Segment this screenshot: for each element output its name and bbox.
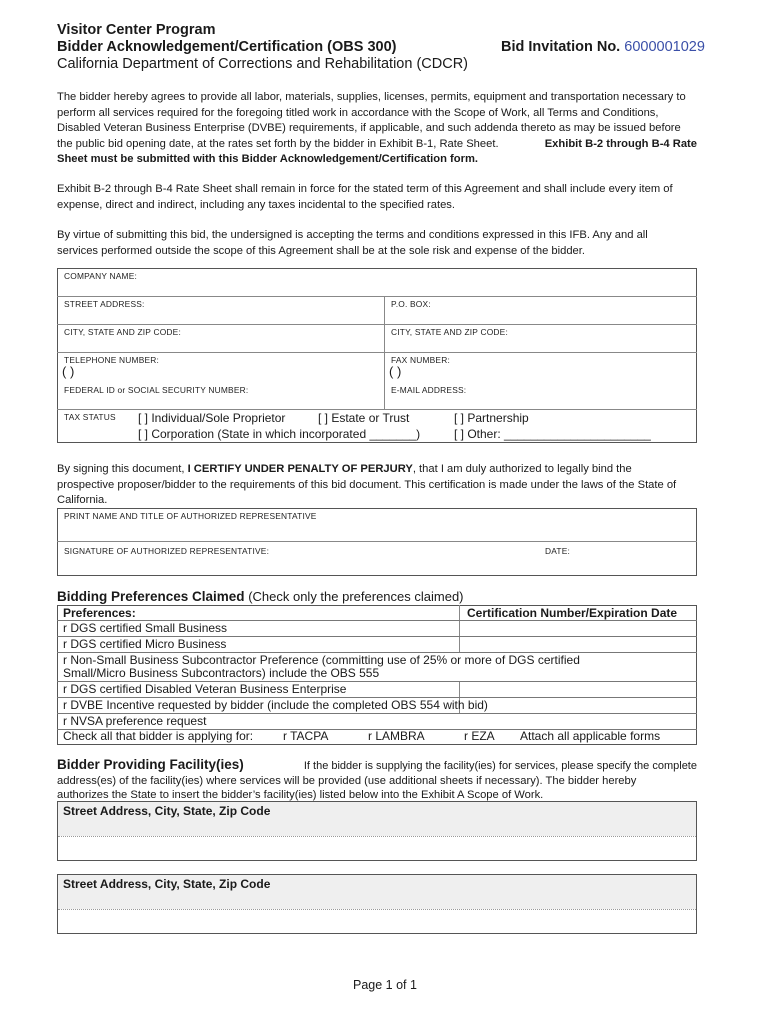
attach-forms-note: Attach all applicable forms [520,729,661,743]
signature-field[interactable]: SIGNATURE OF AUTHORIZED REPRESENTATIVE: [64,546,270,556]
pref-nvsa[interactable]: r NVSA preference request [57,713,697,729]
fax-area-code: ( ) [389,364,402,379]
date-field[interactable]: DATE: [545,546,571,556]
tax-corporation-checkbox[interactable]: [ ] Corporation (State in which incorporated _______) [138,427,421,441]
po-box-field[interactable]: P.O. BOX: [391,299,431,309]
facility-heading: Bidder Providing Facility(ies) [57,757,244,772]
pref-micro-business[interactable]: r DGS certified Micro Business [57,636,697,652]
intro-paragraph-3: By virtue of submitting this bid, the undersigned is accepting the terms and conditions expressed in this IFB. Any and all services performed outside the scope of this Agreement shall be at the sole risk and expense of the bidder. [57,229,648,257]
form-title: Bidder Acknowledgement/Certification (OBS 300) [57,39,397,55]
preferences-column-header: Preferences: [63,606,136,620]
facility-address-header-2: Street Address, City, State, Zip Code [63,877,271,891]
pref-dvbe[interactable]: r DGS certified Disabled Veteran Business Enterprise [57,681,697,697]
tax-status-label: TAX STATUS [64,412,116,422]
intro-paragraph-2: Exhibit B-2 through B-4 Rate Sheet shall remain in force for the stated term of this Agreement and shall include every item of expense, direct and indirect, including any taxes incidental to the specified rates. [57,183,673,211]
intro-paragraph-1: The bidder hereby agrees to provide all labor, materials, supplies, licenses, permits, equipment and transportation necessary to perform all services required for the foregoing titled work in accordance with the Scope of Work, all Terms and Conditions, Disabled Veteran Business Enterprise (DVBE) requirements, if applicable, and such addenda thereto as may be issued before the public bid opening date, at the rates set forth by the bidder in Exhibit B-1, Rate Sheet. Exhibit B-2 through B-4 Rate Sheet must be submitted with this Bidder Acknowledgement/Certification form. [57,91,697,166]
telephone-area-code: ( ) [62,364,75,379]
page-number: Page 1 of 1 [353,978,417,992]
pref-non-small-subcontractor[interactable]: r Non-Small Business Subcontractor Preference (committing use of 25% or more of DGS certified [57,652,697,667]
bid-invitation-number: 6000001029 [624,39,705,55]
tacpa-checkbox[interactable]: r TACPA [283,729,329,743]
lambra-checkbox[interactable]: r LAMBRA [368,729,425,743]
program-title: Visitor Center Program [57,22,216,38]
facility-address-input-1[interactable] [58,837,696,860]
facility-address-input-2[interactable] [58,910,696,933]
tax-other-checkbox[interactable]: [ ] Other: ______________________ [454,427,651,441]
facility-address-header-1: Street Address, City, State, Zip Code [63,804,271,818]
tax-individual-checkbox[interactable]: [ ] Individual/Sole Proprietor [138,411,286,425]
fax-field[interactable]: FAX NUMBER: [391,355,450,365]
city-state-zip-field-left[interactable]: CITY, STATE AND ZIP CODE: [64,327,181,337]
city-state-zip-field-right[interactable]: CITY, STATE AND ZIP CODE: [391,327,508,337]
print-name-field[interactable]: PRINT NAME AND TITLE OF AUTHORIZED REPRESENTATIVE [64,511,317,521]
certification-statement: By signing this document, I CERTIFY UNDER PENALTY OF PERJURY, that I am duly authorized to legally bind the prospective proposer/bidder to the requirements of this bid document. This certification is made under the laws of the State of California. [57,463,677,507]
company-name-field[interactable]: COMPANY NAME: [64,271,138,281]
department-name: California Department of Corrections and Rehabilitation (CDCR) [57,56,469,72]
email-field[interactable]: E-MAIL ADDRESS: [391,385,467,395]
pref-non-small-subcontractor-cont: Small/Micro Business Subcontractors) include the OBS 555 [63,666,380,680]
bid-invitation-label: Bid Invitation No. [501,39,621,55]
check-all-label: Check all that bidder is applying for: [63,729,254,743]
telephone-field[interactable]: TELEPHONE NUMBER: [64,355,160,365]
street-address-field[interactable]: STREET ADDRESS: [64,299,145,309]
certification-column-header: Certification Number/Expiration Date [467,606,678,620]
bid-invitation [501,39,705,55]
federal-id-field[interactable]: FEDERAL ID or SOCIAL SECURITY NUMBER: [64,385,249,395]
tax-partnership-checkbox[interactable]: [ ] Partnership [454,411,529,425]
tax-estate-checkbox[interactable]: [ ] Estate or Trust [318,411,410,425]
pref-dvbe-incentive[interactable]: r DVBE Incentive requested by bidder (include the completed OBS 554 with bid) [57,697,697,713]
eza-checkbox[interactable]: r EZA [464,729,495,743]
facility-statement: Bidder Providing Facility(ies) If the bidder is supplying the facility(ies) for services, please specify the complete address(es) of the facility(ies) where services will be provided (use additional sheets if necessary). The bidder hereby authorizes the State to insert the bidder’s facility(ies) listed below into the Exhibit A Scope of Work. [57,757,697,801]
pref-small-business[interactable]: r DGS certified Small Business [57,620,697,636]
preferences-heading: Bidding Preferences Claimed (Check only the preferences claimed) [57,589,464,604]
